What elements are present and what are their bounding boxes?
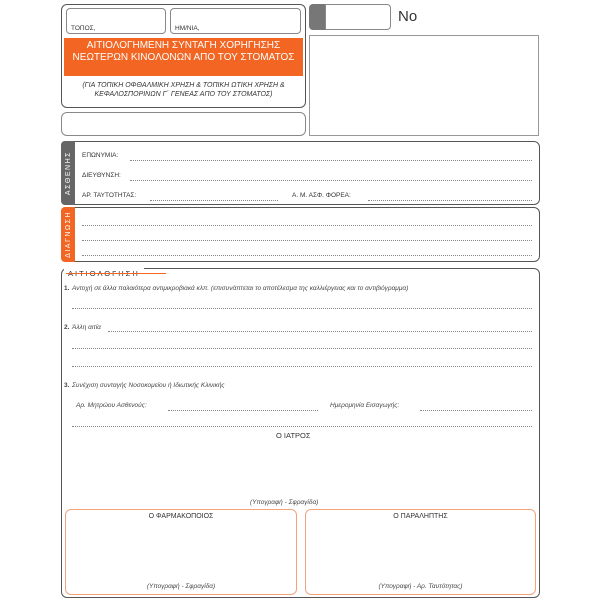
admission-field[interactable] [420,410,532,411]
item3-line[interactable] [72,426,532,427]
justification-heading-box [64,263,144,281]
surname-label: ΕΠΩΝΥΜΙΑ: [82,152,119,159]
place-field[interactable] [66,8,166,34]
doctor-sign-label: (Υπογραφή - Σφραγίδα) [250,499,319,506]
pharmacist-title: Ο ΦΑΡΜΑΚΟΠΟΙΟΣ [148,513,214,520]
diagnosis-tab-label: ΔΙΑΓΝΩΣΗ [64,211,72,258]
insurance-label: Α. Μ. ΑΣΦ. ΦΟΡΕΑ: [292,192,351,199]
date-field[interactable] [170,8,301,34]
recipient-title: Ο ΠΑΡΑΛΗΠΤΗΣ [393,513,448,520]
insurance-field[interactable] [368,200,532,201]
patient-tab [61,141,75,205]
form-subtitle-line1: (ΓΙΑ ΤΟΠΙΚΗ ΟΦΘΑΛΜΙΚΗ ΧΡΗΣΗ & ΤΟΠΙΚΗ ΩΤΙΚΗ ΧΡΗΣΗ & [82,82,285,89]
place-label: ΤΟΠΟΣ, [71,25,96,32]
justification-heading: ΑΙΤΙΟΛΟΓΗΣΗ [68,269,140,278]
item2-number: 2. [64,324,70,331]
admission-label: Ημερομηνία Εισαγωγής: [330,402,400,409]
form-subtitle [64,81,303,99]
date-label: ΗΜ/ΝΙΑ, [175,25,200,32]
form-title-line1: ΑΙΤΙΟΛΟΓΗΜΕΝΗ ΣΥΝΤΑΓΗ ΧΟΡΗΓΗΣΗΣ [86,40,281,51]
stamp-area[interactable] [309,35,539,136]
item1-line-1[interactable] [72,308,532,309]
item3-number: 3. [64,382,70,389]
recipient-box[interactable] [305,509,536,595]
form-title [64,38,303,76]
item2-line-1[interactable] [72,348,532,349]
heading-underline [66,273,166,274]
item2-text: Άλλη αιτία [72,324,101,331]
number-label: Νο [398,8,418,25]
diagnosis-line-1[interactable] [82,225,532,226]
id-label: ΑΡ. ΤΑΥΤΟΤΗΤΑΣ: [82,192,137,199]
registry-field[interactable] [168,410,318,411]
patient-tab-label: ΑΣΘΕΝΗΣ [64,150,72,196]
registry-label: Αρ. Μητρώου Ασθενούς: [76,402,147,409]
address-label: ΔΙΕΥΘΥΝΣΗ: [82,172,121,179]
pharmacist-sign-label: (Υπογραφή - Σφραγίδα) [146,583,216,590]
id-field[interactable] [150,200,278,201]
surname-field[interactable] [130,160,532,161]
form-title-line2: ΝΕΩΤΕΡΩΝ ΚΙΝΟΛΟΝΩΝ ΑΠΟ ΤΟΥ ΣΤΟΜΑΤΟΣ [72,52,295,63]
diagnosis-line-2[interactable] [82,240,532,241]
item1-text: Αντοχή σε άλλα παλαιότερα αντιμικροβιακά κλπ. (επισυνάπτεται το αποτέλεσμα της καλλιέργειας και το αντιβιόγραμμα) [72,285,409,292]
diagnosis-line-3[interactable] [82,255,532,256]
doctor-label: Ο ΙΑΤΡΟΣ [276,431,311,440]
address-field[interactable] [130,180,532,181]
code-field[interactable] [61,112,306,136]
form-subtitle-line2: ΚΕΦΑΛΟΣΠΟΡΙΝΩΝ Γ΄ ΓΕΝΕΑΣ ΑΠΟ ΤΟΥ ΣΤΟΜΑΤΟΣ) [94,91,273,98]
serial-tab [309,4,325,30]
item3-text: Συνέχιση συνταγής Νοσοκομείου ή Ιδιωτικής Κλινικής [72,382,225,389]
serial-number-field[interactable] [325,4,391,30]
item2-line-0[interactable] [108,331,532,332]
diagnosis-tab [61,207,75,262]
item2-line-2[interactable] [72,366,532,367]
recipient-sign-label: (Υπογραφή - Αρ. Ταυτότητας) [378,583,463,590]
item1-number: 1. [64,285,70,292]
diagnosis-section [61,207,540,262]
pharmacist-box[interactable] [65,509,297,595]
